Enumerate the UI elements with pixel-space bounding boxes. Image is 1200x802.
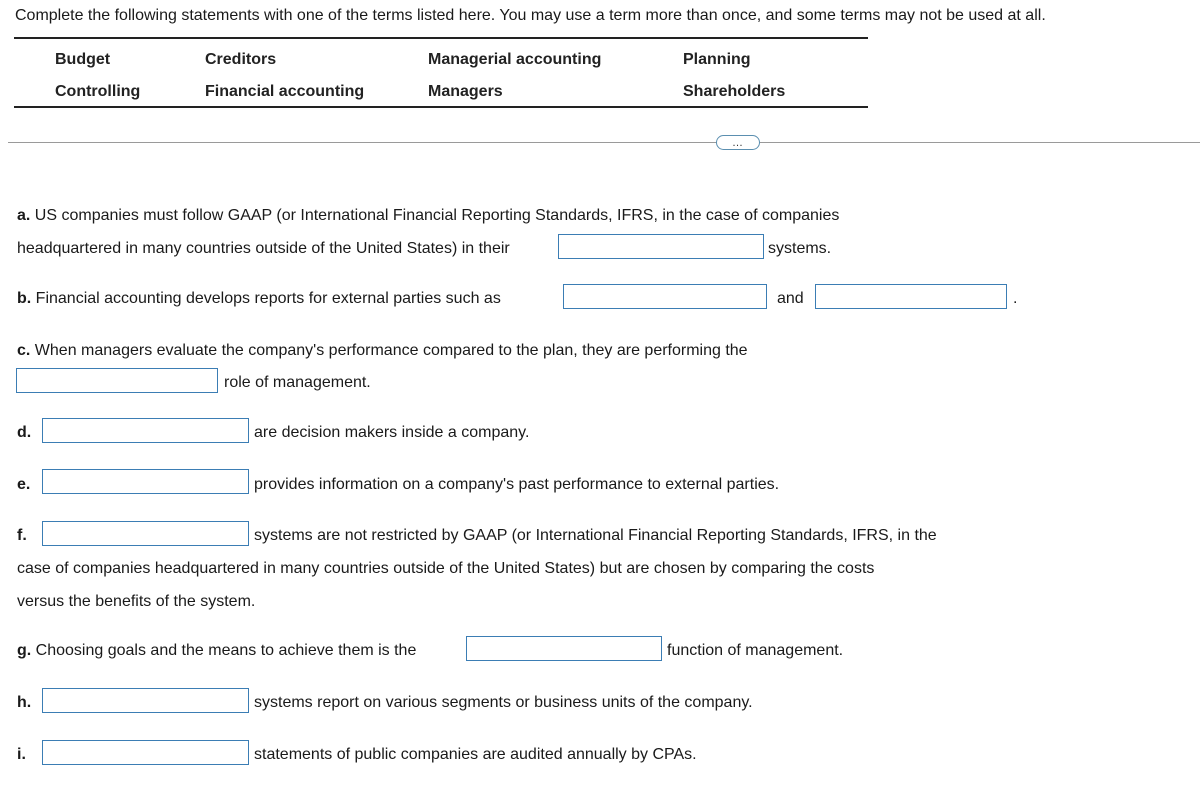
question-b-period: . — [1013, 290, 1018, 307]
term-table — [14, 37, 868, 108]
question-g-after: function of management. — [667, 642, 844, 659]
question-b-and: and — [777, 290, 804, 307]
question-i-label: i. — [17, 746, 26, 763]
question-g-label: g. — [17, 642, 32, 659]
question-b-line — [17, 290, 501, 308]
question-h-after: systems report on various segments or business units of the company. — [254, 694, 753, 711]
question-a-text: US companies must follow GAAP (or International Financial Reporting Standards, IFRS, in the case of companies — [34, 207, 840, 224]
question-e-after: provides information on a company's past performance to external parties. — [254, 476, 780, 493]
question-g-text: Choosing goals and the means to achieve them is the — [35, 642, 417, 659]
question-a-line2: headquartered in many countries outside of the United States) in their — [17, 240, 510, 257]
question-d-after: are decision makers inside a company. — [254, 424, 530, 441]
section-divider — [8, 142, 1200, 143]
term-creditors: Creditors — [205, 51, 277, 68]
more-button[interactable] — [716, 135, 760, 150]
question-f-label: f. — [17, 527, 27, 544]
instructions: Complete the following statements with one of the terms listed here. You may use a term more than once, and some terms may not be used at all. — [15, 7, 1046, 24]
question-c-line1 — [17, 342, 748, 360]
ellipsis-icon: … — [732, 136, 744, 149]
question-b-text: Financial accounting develops reports for external parties such as — [35, 290, 501, 307]
question-f-line2: case of companies headquartered in many countries outside of the United States) but are chosen by comparing the costs — [17, 560, 875, 577]
question-f-line3: versus the benefits of the system. — [17, 593, 256, 610]
answer-a-input[interactable] — [558, 234, 764, 259]
answer-f-input[interactable] — [42, 521, 249, 546]
answer-b1-input[interactable] — [563, 284, 767, 309]
question-i-after: statements of public companies are audited annually by CPAs. — [254, 746, 697, 763]
term-planning: Planning — [683, 51, 751, 68]
question-a-label: a. — [17, 207, 31, 224]
question-a-line1 — [17, 207, 839, 225]
answer-e-input[interactable] — [42, 469, 249, 494]
question-h-label: h. — [17, 694, 32, 711]
answer-d-input[interactable] — [42, 418, 249, 443]
answer-c-input[interactable] — [16, 368, 218, 393]
question-a-after: systems. — [768, 240, 832, 257]
question-b-label: b. — [17, 290, 32, 307]
question-f-after: systems are not restricted by GAAP (or International Financial Reporting Standards, IFRS, in the — [254, 527, 937, 544]
term-controlling: Controlling — [55, 83, 141, 100]
question-c-label: c. — [17, 342, 31, 359]
question-c-after: role of management. — [224, 374, 371, 391]
term-financial-accounting: Financial accounting — [205, 83, 365, 100]
answer-h-input[interactable] — [42, 688, 249, 713]
term-budget: Budget — [55, 51, 111, 68]
question-d-label: d. — [17, 424, 32, 441]
question-g-line — [17, 642, 416, 660]
term-shareholders: Shareholders — [683, 83, 786, 100]
term-managers: Managers — [428, 83, 503, 100]
answer-i-input[interactable] — [42, 740, 249, 765]
question-c-text: When managers evaluate the company's performance compared to the plan, they are performing the — [34, 342, 748, 359]
term-managerial-accounting: Managerial accounting — [428, 51, 602, 68]
answer-g-input[interactable] — [466, 636, 662, 661]
question-e-label: e. — [17, 476, 31, 493]
answer-b2-input[interactable] — [815, 284, 1007, 309]
